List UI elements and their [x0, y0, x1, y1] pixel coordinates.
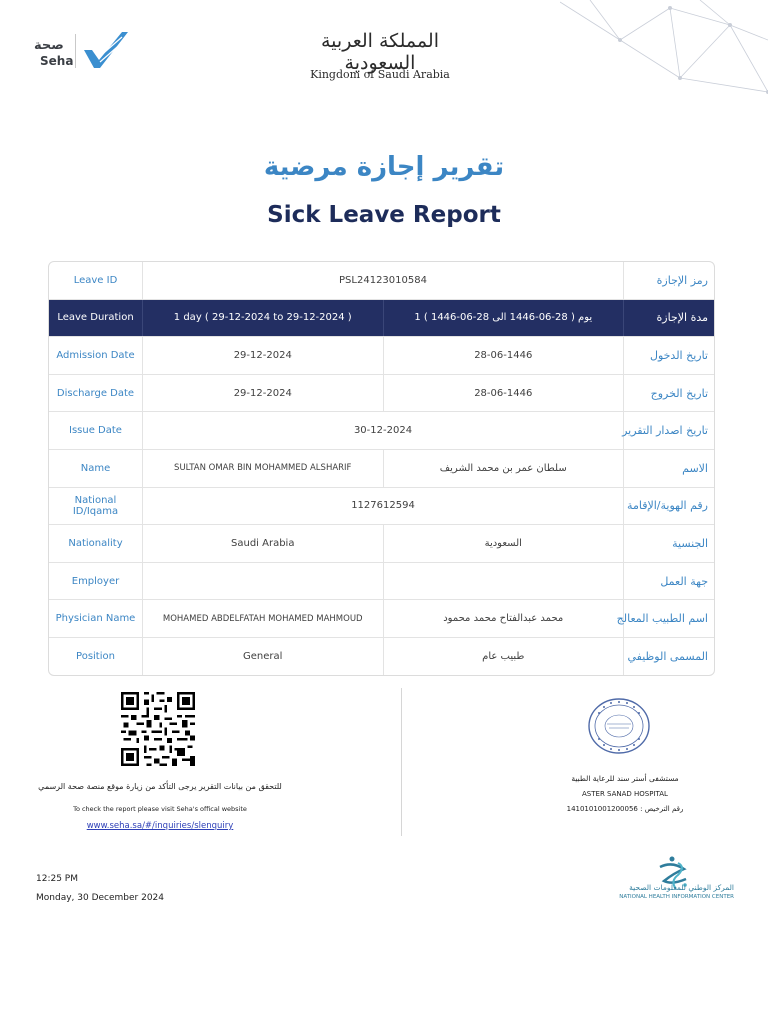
- label-en: Name: [49, 450, 143, 487]
- nationality-en: Saudi Arabia: [143, 525, 384, 562]
- page-title-english: Sick Leave Report: [267, 202, 501, 228]
- employer-en: [143, 563, 384, 600]
- label-en: Issue Date: [49, 412, 143, 449]
- table-row-national-id: [49, 488, 714, 526]
- table-row-issue-date: [49, 412, 714, 450]
- label-ar: الجنسية: [672, 536, 708, 550]
- label-en: Leave Duration: [49, 300, 143, 337]
- name-ar: سلطان عمر بن محمد الشريف: [384, 450, 625, 487]
- verification-link[interactable]: www.seha.sa/#/inquiries/slenquiry: [86, 821, 234, 831]
- table-row-nationality: [49, 525, 714, 563]
- nhic-name-english: NATIONAL HEALTH INFORMATION CENTER: [619, 894, 734, 900]
- table-row-position: [49, 638, 714, 675]
- admission-date-ar: 28-06-1446: [384, 337, 625, 374]
- label-ar: مدة الإجازة: [656, 311, 708, 325]
- label-ar: تاريخ الخروج: [650, 386, 708, 400]
- label-en: Physician Name: [49, 600, 143, 637]
- label-en: Admission Date: [49, 337, 143, 374]
- page-title-arabic: تقرير إجازة مرضية: [263, 152, 505, 182]
- issue-date-value: 30-12-2024: [143, 412, 624, 449]
- position-ar: طبيب عام: [384, 638, 625, 675]
- label-en: Leave ID: [49, 262, 143, 299]
- decorative-network-icon: [560, 0, 768, 100]
- verification-text-arabic: للتحقق من بيانات التقرير يرجى التأكد من زيارة موقع منصة صحة الرسمي: [38, 782, 282, 791]
- leave-id-value: PSL24123010584: [143, 262, 624, 299]
- table-row-discharge-date: [49, 375, 714, 413]
- emblem-english: Kingdom of Saudi Arabia: [310, 68, 450, 81]
- table-row-physician: [49, 600, 714, 638]
- hospital-name-english: ASTER SANAD HOSPITAL: [582, 790, 668, 798]
- section-divider: [401, 688, 402, 836]
- label-ar: تاريخ اصدار التقرير: [622, 424, 708, 438]
- hospital-name-arabic: مستشفى أستر سند للرعاية الطبية: [571, 774, 679, 783]
- label-ar: رمز الإجازة: [656, 273, 708, 287]
- label-ar: رقم الهوية/الإقامة: [627, 499, 708, 513]
- kingdom-emblem: [305, 30, 455, 81]
- label-en: National ID/Iqama: [49, 488, 143, 525]
- label-ar: اسم الطبيب المعالج: [616, 612, 708, 626]
- seha-logo-english: Seha: [40, 54, 74, 68]
- qr-code-icon: [118, 692, 198, 766]
- label-en: Position: [49, 638, 143, 675]
- label-en: Employer: [49, 563, 143, 600]
- table-row-leave-id: [49, 262, 714, 300]
- hospital-stamp-icon: [587, 697, 651, 755]
- license-number: 1410101001200056 : رقم الترخيص: [566, 805, 684, 813]
- label-ar: المسمى الوظيفي: [627, 649, 708, 663]
- physician-en: MOHAMED ABDELFATAH MOHAMED MAHMOUD: [143, 600, 384, 637]
- logo-divider: [75, 34, 76, 68]
- print-date: Monday, 30 December 2024: [36, 893, 164, 903]
- label-en: Discharge Date: [49, 375, 143, 412]
- national-id-value: 1127612594: [143, 488, 624, 525]
- table-row-name: [49, 450, 714, 488]
- employer-ar: [384, 563, 625, 600]
- sick-leave-table: [48, 261, 715, 676]
- label-en: Nationality: [49, 525, 143, 562]
- leave-duration-en: 1 day ( 29-12-2024 to 29-12-2024 ): [143, 300, 384, 337]
- table-row-leave-duration: [49, 300, 714, 338]
- discharge-date-en: 29-12-2024: [143, 375, 384, 412]
- label-ar: تاريخ الدخول: [649, 348, 708, 362]
- admission-date-en: 29-12-2024: [143, 337, 384, 374]
- leave-duration-ar: 1 يوم ( 28-06-1446 الى 28-06-1446 ): [384, 300, 625, 337]
- discharge-date-ar: 28-06-1446: [384, 375, 625, 412]
- table-row-employer: [49, 563, 714, 601]
- nhic-name-arabic: المركز الوطني للمعلومات الصحية: [629, 883, 734, 892]
- print-time: 12:25 PM: [36, 874, 78, 884]
- physician-ar: محمد عبدالفتاح محمد محمود: [384, 600, 625, 637]
- position-en: General: [143, 638, 384, 675]
- label-ar: جهة العمل: [660, 574, 708, 588]
- seha-check-icon: [82, 30, 128, 68]
- emblem-arabic: المملكة العربية السعودية: [321, 30, 439, 74]
- verification-text-english: To check the report please visit Seha's offical website: [73, 805, 247, 813]
- nationality-ar: السعودية: [384, 525, 625, 562]
- name-en: SULTAN OMAR BIN MOHAMMED ALSHARIF: [143, 450, 384, 487]
- seha-logo-arabic: صحة: [34, 38, 64, 53]
- label-ar: الاسم: [682, 461, 708, 475]
- table-row-admission-date: [49, 337, 714, 375]
